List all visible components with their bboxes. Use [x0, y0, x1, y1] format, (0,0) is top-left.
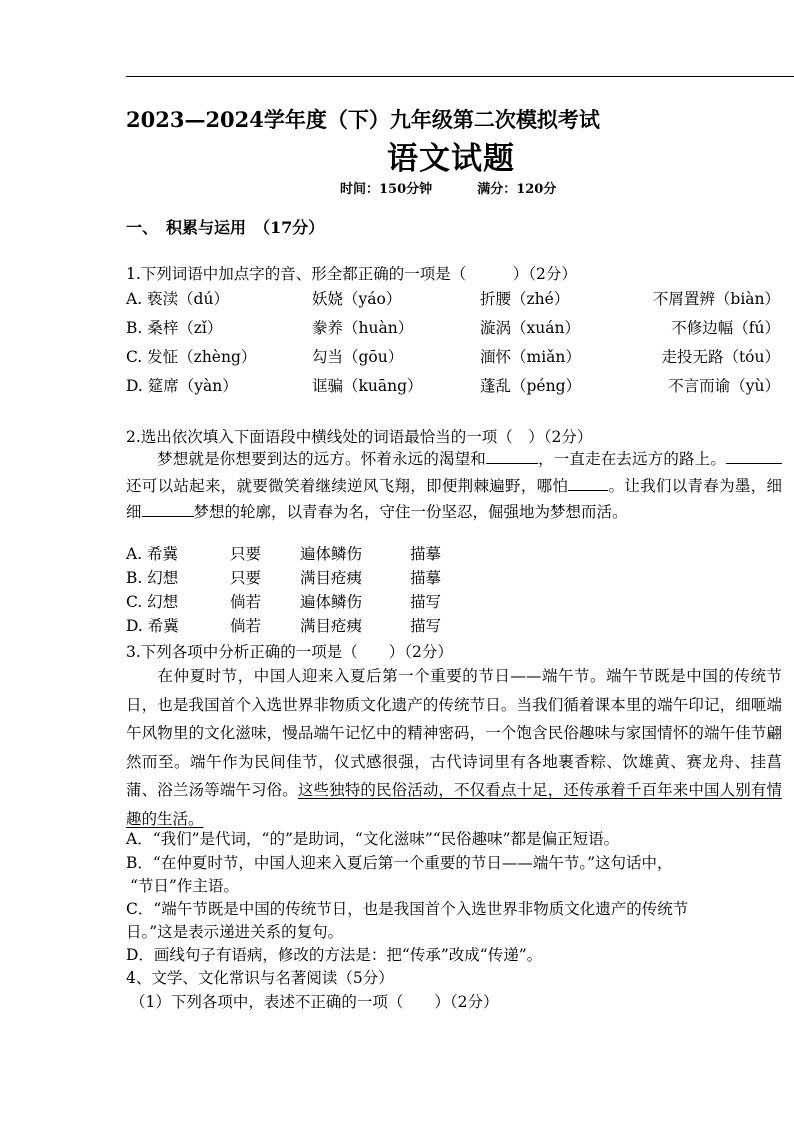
q2-opt-d-2: 倘若 [230, 617, 262, 635]
q2-blank-2 [726, 449, 782, 464]
q2-opt-d-3: 满目疮痍 [300, 617, 363, 635]
section-heading: 一、 积累与运用 （17分） [126, 218, 325, 237]
q2-blank-1 [486, 449, 538, 464]
q2-opt-a-4: 描摹 [410, 545, 442, 563]
q1-b2: 豢养（huàn） [312, 319, 414, 337]
q4-sub1: （1）下列各项中，表述不正确的一项（ ）（2分） [130, 993, 499, 1011]
q2-opt-b-4: 描摹 [410, 569, 442, 587]
q1-d1: D. 筵席（yàn） [126, 377, 238, 395]
q3-opt-a: A．“我们”是代词，“的”是助词，“文化滋味”“民俗趣味”都是偏正短语。 [126, 830, 620, 848]
q1-a1: A. 亵渎（dú） [126, 290, 229, 308]
q2-opt-c-2: 倘若 [230, 593, 262, 611]
q2-opt-b-1: B. 幻想 [126, 569, 179, 587]
q1-c1: C. 发怔（zhèng） [126, 348, 257, 366]
q4-stem: 4、文学、文化常识与名著阅读（5分） [126, 969, 394, 987]
q1-c3: 湎怀（miǎn） [480, 348, 581, 366]
exam-time: 时间：150分钟 [340, 182, 433, 197]
header-rule [126, 76, 794, 77]
q1-c2: 勾当（gōu） [312, 348, 404, 366]
q2-text-3: 还可以站起来，就要微笑着继续逆风飞翔，即便荆棘遍野，哪怕 [126, 476, 569, 495]
q3-passage [126, 662, 782, 833]
q2-opt-c-3: 遍体鳞伤 [300, 593, 363, 611]
q2-text-5: 梦想的轮廓，以青春为名，守住一份坚忍，倔强地为梦想而活。 [193, 503, 628, 521]
q1-b1: B. 桑梓（zǐ） [126, 319, 223, 337]
q3-opt-b-line2: “节日”作主语。 [130, 877, 239, 895]
q1-d2: 诓骗（kuāng） [312, 377, 423, 395]
q2-opt-b-2: 只要 [230, 569, 262, 587]
q3-underlined-sentence: 这些独特的民俗活动，不仅看点十足，还传承着千百年来中国人别有情趣的生活。 [126, 781, 782, 828]
subject-title: 语文试题 [387, 141, 515, 177]
exam-score: 满分：120分 [477, 182, 557, 197]
q2-opt-a-2: 只要 [230, 545, 262, 563]
q2-blank-3 [568, 476, 608, 491]
q1-a3: 折腰（zhé） [480, 290, 570, 308]
q2-text-2: ，一直走在去远方的路上。 [537, 450, 726, 468]
q3-opt-c-line1: C．“端午节既是中国的传统节日，也是我国首个入选世界非物质文化遗产的传统节 [126, 900, 689, 918]
exam-meta [340, 178, 556, 197]
q3-stem: 3.下列各项中分析正确的一项是（ ）（2分） [126, 643, 453, 661]
q3-opt-b-line1: B．“在仲夏时节，中国人迎来入夏后第一个重要的节日——端午节。”这句话中， [126, 854, 673, 872]
q2-opt-b-3: 满目疮痍 [300, 569, 363, 587]
q1-c4: 走投无路（tóu） [661, 348, 780, 366]
q3-opt-c-line2: 日。”这是表示递进关系的复句。 [126, 923, 344, 941]
q1-stem: 1.下列词语中加点字的音、形全都正确的一项是（ ）（2分） [126, 265, 577, 283]
q2-stem: 2.选出依次填入下面语段中横线处的词语最恰当的一项（ ）（2分） [126, 428, 593, 446]
q2-opt-d-4: 描写 [410, 617, 442, 635]
q3-para-text: 在仲夏时节，中国人迎来入夏后第一个重要的节日——端午节。端午节既是中国的传统节日，也是我国首个入选世界非物质文化遗产的传统节日。当我们循着课本里的端午印记，细咂端午风物里的文化滋味，慢品端午记忆中的精神密码，一个饱含民俗趣味与家国情怀的端午佳节翩然而至。端午作为民间佳节，仪式感很强，古代诗词里有各地裹香粽、饮雄黄、赛龙舟、挂菖蒲、浴兰汤等端午习俗。 [126, 667, 782, 799]
q3-opt-d: D．画线句子有语病，修改的方法是：把“传承”改成“传递”。 [126, 946, 543, 964]
q1-b3: 漩涡（xuán） [480, 319, 580, 337]
q2-opt-a-3: 遍体鳞伤 [300, 545, 363, 563]
q1-d4: 不言而谕（yù） [668, 377, 780, 395]
q1-b4: 不修边幅（fú） [671, 319, 780, 337]
q2-opt-c-4: 描写 [410, 593, 442, 611]
q2-text-1: 梦想就是你想要到达的远方。怀着永远的渴望和 [157, 450, 486, 468]
q2-opt-a-1: A. 希冀 [126, 545, 179, 563]
q2-opt-c-1: C. 幻想 [126, 593, 179, 611]
q2-opt-d-1: D. 希冀 [126, 617, 179, 635]
q2-blank-4 [142, 502, 194, 517]
q1-d3: 蓬乱（péng） [480, 377, 582, 395]
q1-a2: 妖娆（yáo） [312, 290, 402, 308]
q2-text-4: 。让我们以青春为墨，细细 [126, 476, 782, 521]
q1-a4: 不屑置辨（biàn） [652, 290, 780, 308]
q2-passage [126, 446, 782, 526]
exam-title: 2023—2024学年度（下）九年级第二次模拟考试 [126, 107, 600, 132]
